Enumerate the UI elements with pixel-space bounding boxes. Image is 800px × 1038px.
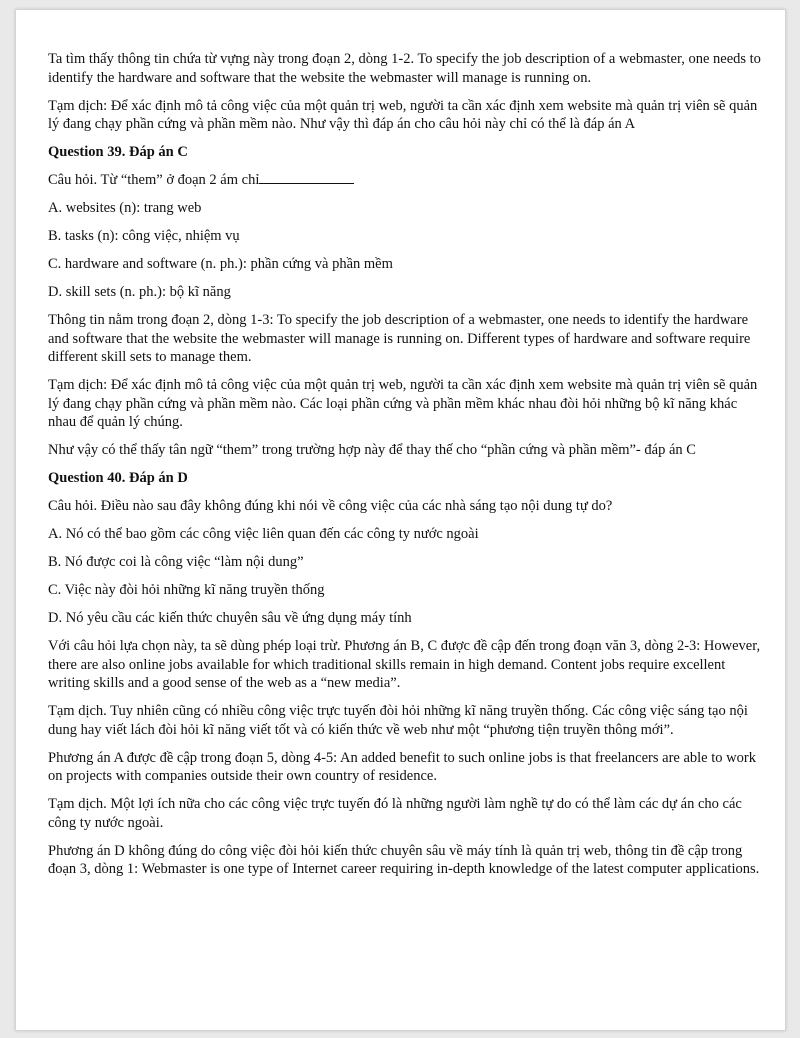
option-letter: A. — [48, 200, 63, 216]
intro-translation: Tạm dịch: Để xác định mô tả công việc của một quản trị web, người ta cần xác định xem website mà quản trị viên sẽ quản lý đang chạy phần cứng và phần mềm nào. Như vậy thì đáp án cho câu hỏi này chỉ có thể là đáp án A — [48, 97, 758, 132]
q40-heading: Question 40. Đáp án D — [48, 470, 188, 486]
q39-question-text: Câu hỏi. Từ “them” ở đoạn 2 ám chỉ — [48, 172, 260, 188]
option-letter: C. — [48, 256, 62, 272]
option-letter: D. — [48, 610, 63, 626]
option-letter: B. — [48, 228, 62, 244]
option-text: websites (n): trang web — [62, 200, 202, 216]
document-body — [48, 50, 764, 888]
q40-option-b — [48, 553, 764, 572]
q40-question: Câu hỏi. Điều nào sau đây không đúng khi nói về công việc của các nhà sáng tạo nội dung tự do? — [48, 498, 613, 514]
q40-option-c — [48, 581, 764, 600]
document-page — [15, 9, 786, 1031]
intro-paragraph: Ta tìm thấy thông tin chứa từ vựng này trong đoạn 2, dòng 1-2. To specify the job description of a webmaster, one needs to identify the hardware and software that the website the webmaster will manage is running on. — [48, 51, 761, 86]
q39-option-a — [48, 199, 764, 218]
option-letter: A. — [48, 526, 63, 542]
q40-explanation-2: Tạm dịch. Tuy nhiên cũng có nhiều công việc trực tuyến đòi hỏi những kĩ năng truyền thống. Các công việc sáng tạo nội dung hay viết lách đòi hỏi kĩ năng viết tốt và có kiến thức về web như một “phương tiện truyền thông mới”. — [48, 703, 748, 738]
option-letter: D. — [48, 284, 63, 300]
q39-question — [48, 171, 764, 190]
q40-option-d — [48, 609, 764, 628]
option-text: skill sets (n. ph.): bộ kĩ năng — [62, 284, 231, 300]
option-letter: C. — [48, 582, 62, 598]
q40-explanation-4: Tạm dịch. Một lợi ích nữa cho các công việc trực tuyến đó là những người làm nghề tự do có thể làm các dự án cho các công ty nước ngoài. — [48, 796, 742, 831]
option-letter: B. — [48, 554, 62, 570]
q40-explanation-3: Phương án A được đề cập trong đoạn 5, dòng 4-5: An added benefit to such online jobs is that freelancers are able to work on projects with companies outside their own country of residence. — [48, 749, 756, 784]
q40-option-a — [48, 525, 764, 544]
q39-option-c — [48, 255, 764, 274]
option-text: hardware and software (n. ph.): phần cứng và phần mềm — [61, 256, 393, 272]
option-text: Việc này đòi hỏi những kĩ năng truyền thống — [61, 582, 325, 598]
q39-explanation-2: Tạm dịch: Để xác định mô tả công việc của một quản trị web, người ta cần xác định xem website mà quản trị viên sẽ quản lý đang chạy phần cứng và phần mềm nào. Các loại phần cứng và phần mềm khác nhau đòi hỏi những bộ kĩ năng khác nhau để quản lý chúng. — [48, 377, 758, 430]
q40-explanation-5: Phương án D không đúng do công việc đòi hỏi kiến thức chuyên sâu về máy tính là quản trị web, thông tin đề cập trong đoạn 3, dòng 1: Webmaster is one type of Internet career requiring in-depth knowledge of the latest computer applications. — [48, 842, 760, 877]
answer-blank — [259, 171, 354, 184]
option-text: Nó được coi là công việc “làm nội dung” — [61, 554, 304, 570]
option-text: tasks (n): công việc, nhiệm vụ — [61, 228, 240, 244]
q39-explanation-1: Thông tin nằm trong đoạn 2, dòng 1-3: To specify the job description of a webmaster, one needs to identify the hardware and software that the website the webmaster will manage is running on. Different types of hardware and software require different skill sets to manage them. — [48, 312, 751, 365]
q40-explanation-1: Với câu hỏi lựa chọn này, ta sẽ dùng phép loại trừ. Phương án B, C được đề cập đến trong đoạn văn 3, dòng 2-3: However, there are also online jobs available for which traditional skills remain in high demand. Content jobs require excellent writing skills and a good sense of the web as a “new media”. — [48, 638, 761, 691]
q39-option-d — [48, 283, 764, 302]
option-text: Nó có thể bao gồm các công việc liên quan đến các công ty nước ngoài — [62, 526, 479, 542]
q39-explanation-3: Như vậy có thể thấy tân ngữ “them” trong trường hợp này để thay thế cho “phần cứng và phần mềm”- đáp án C — [48, 442, 696, 458]
q39-option-b — [48, 227, 764, 246]
option-text: Nó yêu cầu các kiến thức chuyên sâu về ứng dụng máy tính — [62, 610, 412, 626]
q39-heading: Question 39. Đáp án C — [48, 144, 188, 160]
